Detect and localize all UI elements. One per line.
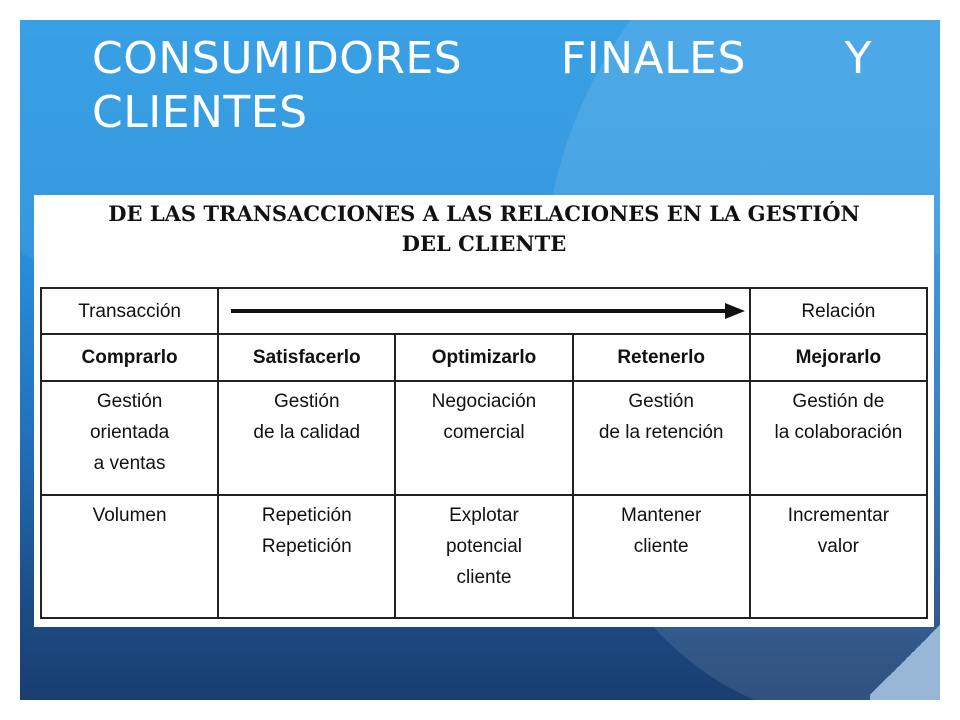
column-header: Mejorarlo [750,334,927,380]
cell-line: Gestión de [792,390,885,412]
cell-line: la colaboración [774,421,903,443]
cell-line: cliente [456,567,512,589]
cell-line: comercial [443,421,525,443]
cell-line: orientada [89,421,170,443]
cell-line: Volumen [92,505,167,527]
title-word: Y [844,33,872,84]
table-heading-line: DEL CLIENTE [401,231,567,256]
right-arrow-icon [231,309,727,313]
title-line-2: CLIENTES [92,87,308,138]
relacion-label: Relación [750,288,927,334]
objetivo-cell [395,495,572,618]
gestion-cell [395,381,572,496]
cell-line: valor [817,536,859,558]
cell-line: Gestión [96,390,163,412]
cell-line: potencial [445,536,522,558]
cell-line: Negociación [431,390,537,412]
cell-line: a ventas [93,452,166,474]
gestion-cell [573,381,750,496]
gestion-cell [750,381,927,496]
objetivo-cell [573,495,750,618]
table-heading [34,199,934,259]
transaccion-label: Transacción [41,288,218,334]
cell-line: Incrementar [787,505,890,527]
column-header: Optimizarlo [395,334,572,380]
slide-title [92,32,872,140]
title-word: CONSUMIDORES [92,33,463,84]
objetivo-cell [218,495,395,618]
scanned-table-image [34,195,934,627]
cell-line: Explotar [449,505,519,527]
column-header: Comprarlo [41,334,218,380]
cell-line: Gestión [628,390,694,412]
relationship-table [40,287,928,619]
column-header: Retenerlo [573,334,750,380]
objetivo-cell [41,495,218,618]
table-heading-line: DE LAS TRANSACCIONES A LAS RELACIONES EN LA GESTIÓN [108,201,860,226]
cell-line: Repetición [261,536,352,558]
cell-line: de la calidad [253,421,361,443]
cell-line: Mantener [621,505,702,527]
page-corner-decoration [870,620,940,700]
title-word: FINALES [560,33,746,84]
cell-line: de la retención [598,421,724,443]
cell-line: Gestión [274,390,340,412]
gestion-cell [218,381,395,496]
transition-arrow-cell [218,288,750,334]
cell-line: Repetición [261,505,352,527]
gestion-cell [41,381,218,496]
cell-line: cliente [633,536,689,558]
objetivo-cell [750,495,927,618]
column-header: Satisfacerlo [218,334,395,380]
